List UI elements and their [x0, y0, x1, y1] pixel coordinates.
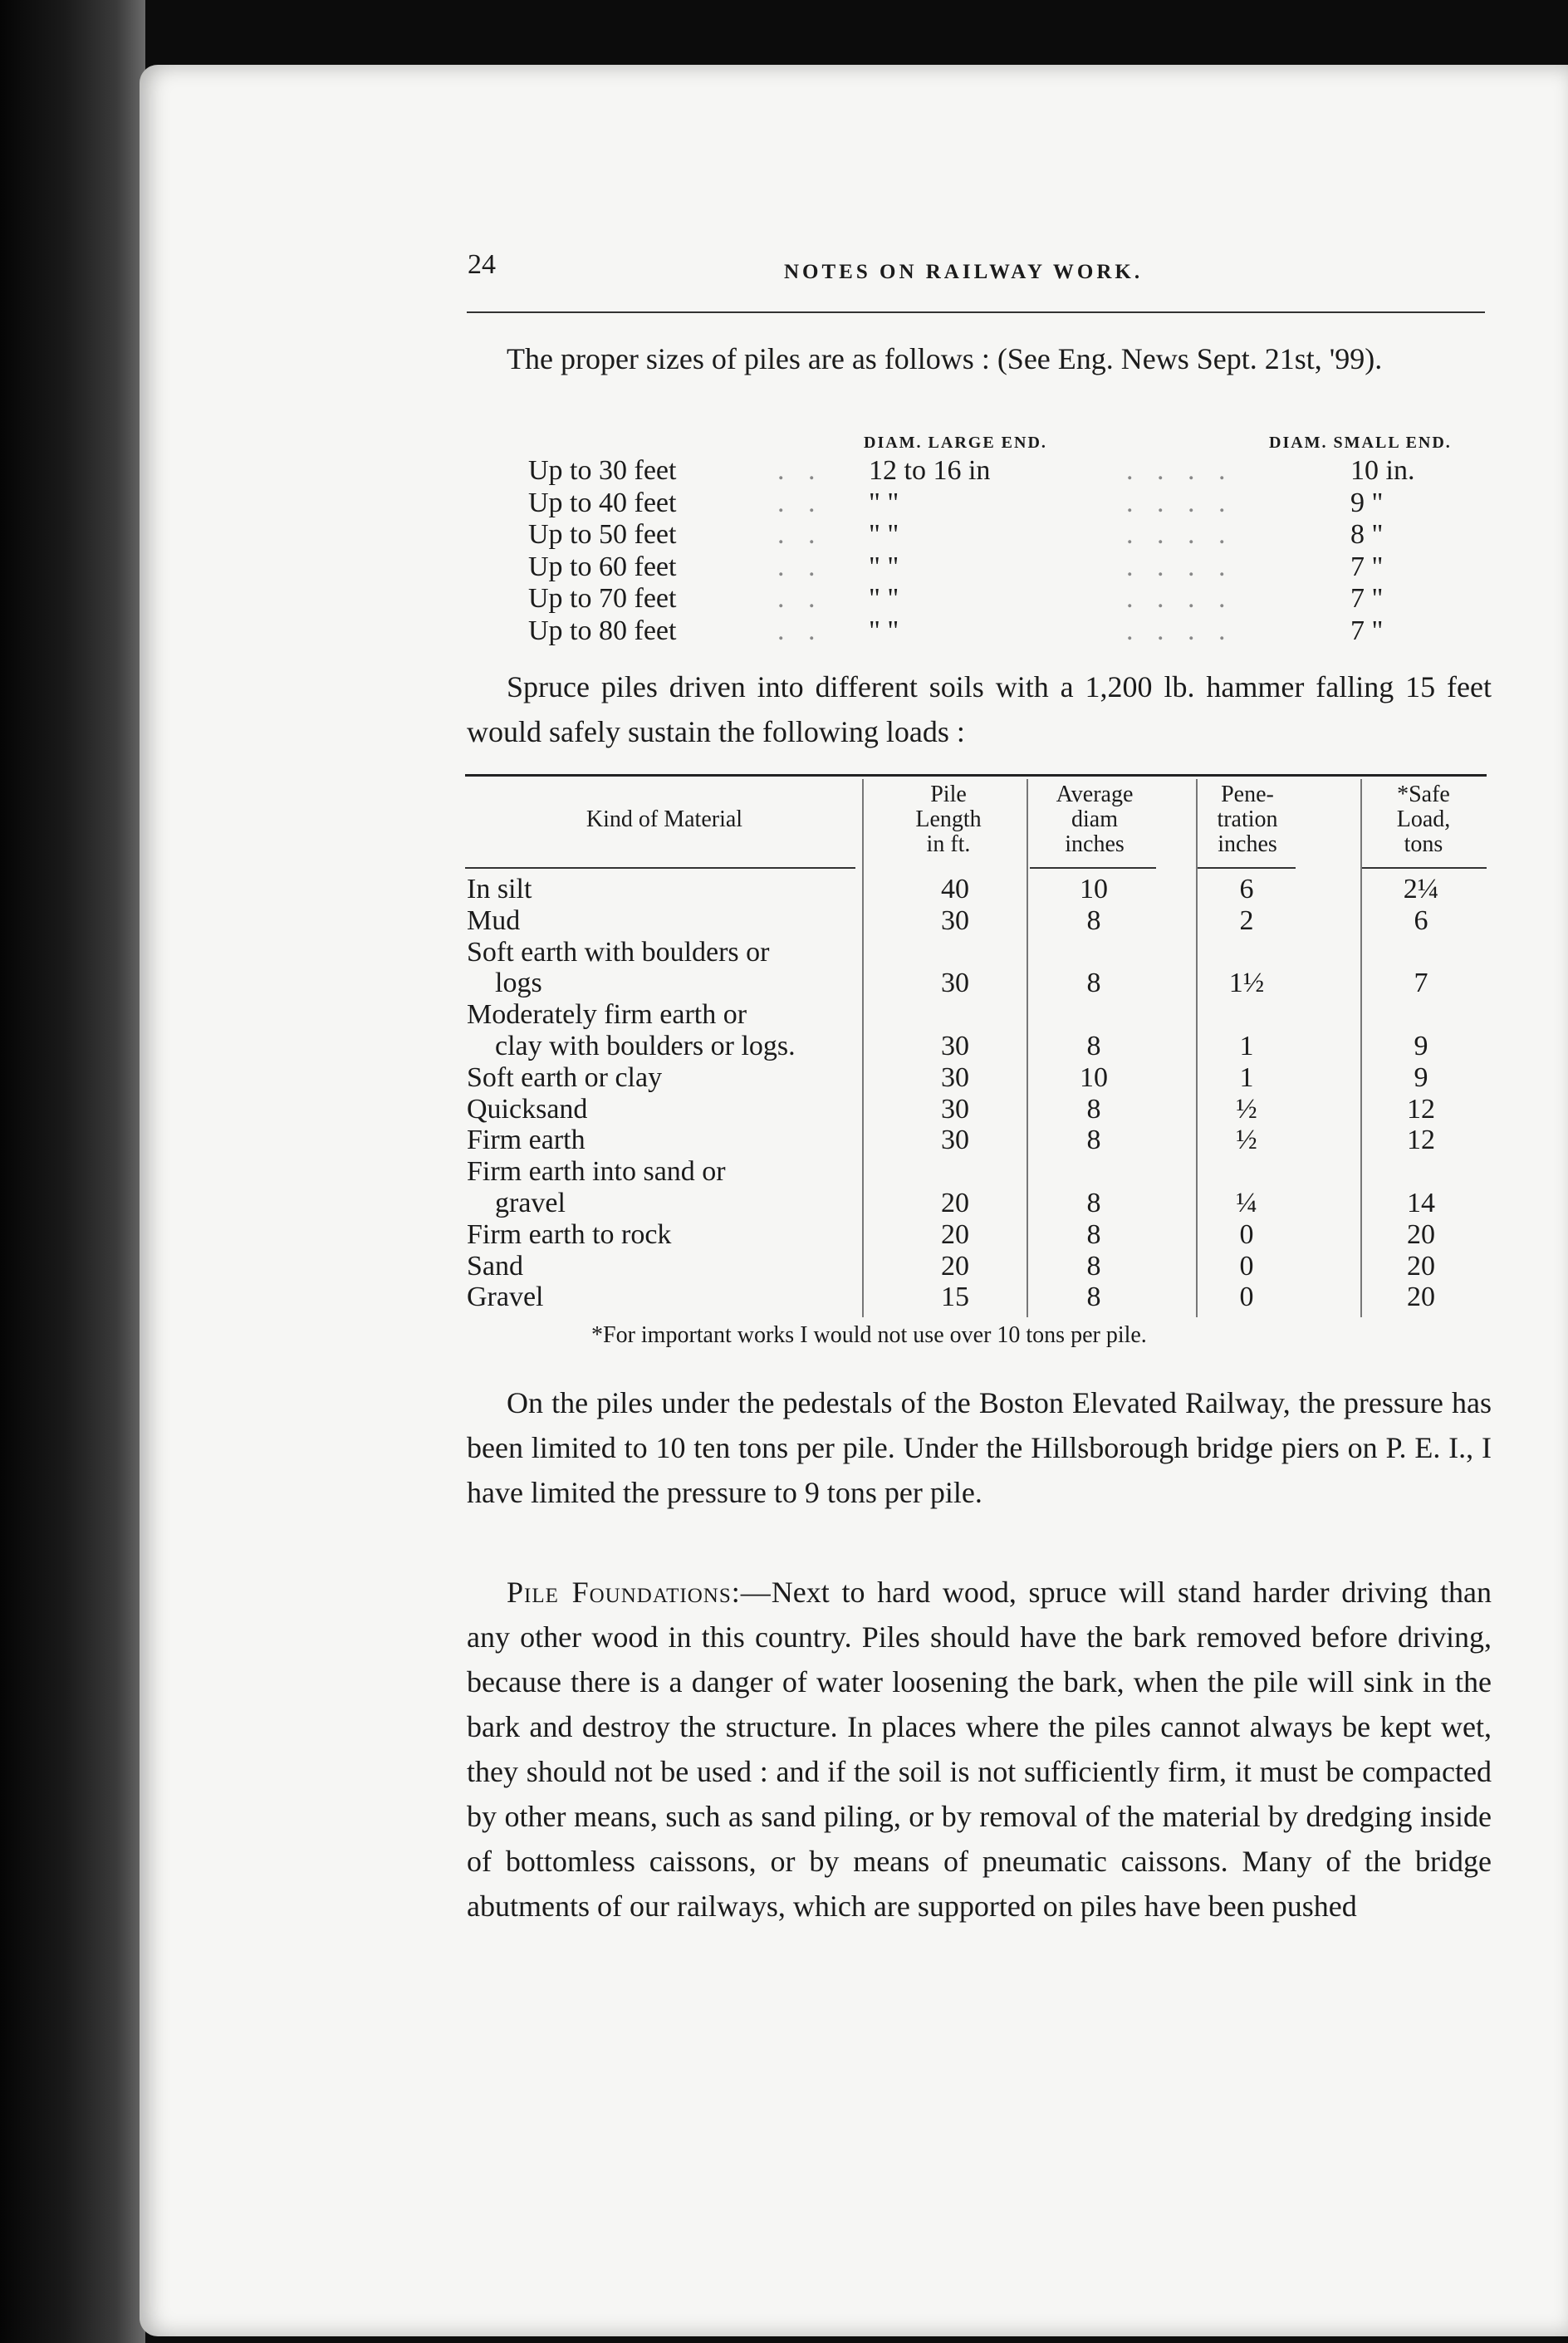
pile-length-cell: 20: [941, 1218, 969, 1250]
table-row: [465, 1251, 1487, 1282]
diameter-cell: 8: [1086, 968, 1101, 999]
leader-dots: . . . .: [1126, 519, 1234, 550]
safe-load-cell: 9: [1414, 1061, 1428, 1093]
table-top-rule: [465, 774, 1487, 777]
pile-length: Up to 30 feet: [528, 455, 677, 486]
sizes-row: [528, 615, 1492, 647]
pile-foundations-heading: Pile Foundations:—: [507, 1576, 772, 1609]
table-row: [465, 937, 1487, 968]
header-length: Pile Length in ft.: [915, 782, 982, 857]
header-diam: Average diam inches: [1056, 782, 1134, 857]
material-cell: Sand: [467, 1250, 523, 1282]
table-row: [465, 968, 1487, 999]
material-cell: Gravel: [467, 1282, 544, 1313]
table-row: [465, 1282, 1487, 1313]
pile-length-cell: 15: [941, 1282, 969, 1313]
material-cell: Quicksand: [467, 1093, 588, 1125]
table-row: [465, 905, 1487, 937]
boston-paragraph: [467, 1380, 1492, 1515]
diameter-cell: 8: [1086, 904, 1101, 936]
diam-small-end: 9 ": [1350, 487, 1384, 518]
pile-foundations-body: Next to hard wood, spruce will stand harder driving than any other wood in this country. Piles should have the bark removed before driving, because there is a danger of water loosening the bark, when the pile will sink in the bark and destroy the structure. In places where the piles cannot always be kept wet, they should not be used : and if the soil is not sufficiently firm, it must be compacted by other means, such as sand piling, or by removal of the material by dredging inside of bottomless caissons, or by means of pneumatic caissons. Many of the bridge abutments of our railways, which are supported on piles have been pushed: [467, 1576, 1492, 1923]
intro-paragraph: [467, 336, 1492, 381]
leader-dots: . . . .: [1126, 487, 1234, 518]
pile-length: Up to 40 feet: [528, 487, 677, 518]
safe-load-cell: 20: [1407, 1250, 1435, 1282]
material-cell: Mud: [467, 904, 521, 936]
penetration-cell: 0: [1239, 1250, 1254, 1282]
pile-length-cell: 30: [941, 1031, 969, 1061]
table-row: [465, 1031, 1487, 1062]
pile-length-cell: 30: [941, 904, 969, 936]
diam-small-end: 7 ": [1350, 583, 1384, 614]
penetration-cell: ¼: [1236, 1188, 1257, 1218]
diam-small-end: 7 ": [1350, 551, 1384, 582]
sizes-head-large: DIAM. LARGE END.: [864, 434, 1047, 452]
material-cell: logs: [467, 968, 542, 999]
penetration-cell: ½: [1236, 1125, 1257, 1156]
penetration-cell: 1½: [1228, 968, 1265, 999]
diameter-cell: 8: [1086, 1250, 1101, 1282]
diam-large-end: " ": [869, 519, 899, 550]
leader-dots: . . . .: [1126, 583, 1234, 614]
diameter-cell: 8: [1086, 1093, 1101, 1125]
material-cell: Firm earth into sand or: [467, 1156, 726, 1188]
pile-length-cell: 30: [941, 1125, 969, 1156]
sizes-head-small: DIAM. SMALL END.: [1269, 434, 1452, 452]
material-cell: In silt: [467, 874, 532, 904]
material-cell: gravel: [467, 1188, 566, 1218]
book-spine-shadow: [0, 0, 145, 2343]
table-row: [465, 1219, 1487, 1251]
pile-foundations-text: [467, 1570, 1492, 1929]
diam-large-end: " ": [869, 583, 899, 614]
table-row: [465, 1094, 1487, 1125]
safe-load-cell: 20: [1407, 1282, 1435, 1313]
table-row: [465, 1156, 1487, 1188]
penetration-cell: 2: [1239, 904, 1254, 936]
safe-load-cell: 12: [1407, 1125, 1435, 1156]
leader-dots: . .: [777, 551, 824, 582]
leader-dots: . . . .: [1126, 615, 1234, 646]
header-penetration: Pene- tration inches: [1217, 782, 1278, 857]
leader-dots: . .: [777, 583, 824, 614]
diam-large-end: " ": [869, 615, 899, 646]
diam-large-end: 12 to 16 in: [869, 455, 991, 486]
diameter-cell: 10: [1080, 1061, 1108, 1093]
spruce-text: Spruce piles driven into different soils with a 1,200 lb. hammer falling 15 feet would safely sustain the following loads :: [467, 670, 1492, 748]
sizes-row: [528, 583, 1492, 615]
safe-load-cell: 2¼: [1403, 874, 1439, 904]
diam-small-end: 7 ": [1350, 615, 1384, 646]
header-rule-kind: [465, 867, 855, 869]
leader-dots: . .: [777, 487, 824, 518]
pile-length: Up to 70 feet: [528, 583, 677, 614]
material-cell: Firm earth to rock: [467, 1218, 672, 1250]
spruce-paragraph: [467, 664, 1492, 754]
safe-load-cell: 6: [1414, 904, 1428, 936]
pile-length-cell: 40: [941, 874, 969, 904]
penetration-cell: ½: [1236, 1093, 1257, 1125]
diam-small-end: 10 in.: [1350, 455, 1415, 486]
diameter-cell: 8: [1086, 1218, 1101, 1250]
pile-foundations-paragraph: [467, 1570, 1492, 1929]
header-safe-load: *Safe Load, tons: [1396, 782, 1451, 857]
safe-load-cell: 20: [1407, 1218, 1435, 1250]
table-row: [465, 1062, 1487, 1094]
table-row: [465, 999, 1487, 1031]
running-title: NOTES ON RAILWAY WORK.: [784, 261, 1144, 283]
sizes-row: [528, 488, 1492, 519]
diameter-cell: 8: [1086, 1282, 1101, 1313]
safe-load-cell: 12: [1407, 1093, 1435, 1125]
pile-length-cell: 30: [941, 968, 969, 999]
sizes-row: [528, 519, 1492, 551]
diameter-cell: 10: [1080, 874, 1108, 904]
table-footnote: *For important works I would not use over 10 tons per pile.: [591, 1322, 1147, 1348]
safe-load-cell: 9: [1414, 1031, 1428, 1061]
pile-length: Up to 50 feet: [528, 519, 677, 550]
pile-length: Up to 60 feet: [528, 551, 677, 582]
header-rule-safe: [1362, 867, 1487, 869]
pile-length-cell: 30: [941, 1061, 969, 1093]
leader-dots: . .: [777, 455, 824, 486]
penetration-cell: 6: [1239, 874, 1254, 904]
material-cell: Soft earth or clay: [467, 1061, 663, 1093]
penetration-cell: 1: [1239, 1031, 1254, 1061]
diameter-cell: 8: [1086, 1188, 1101, 1218]
safe-load-cell: 14: [1407, 1188, 1435, 1218]
penetration-cell: 0: [1239, 1218, 1254, 1250]
boston-text: On the piles under the pedestals of the Boston Elevated Railway, the pressure has been limited to 10 ten tons per pile. Under the Hillsborough bridge piers on P. E. I., I have limited the pressure to 9 tons per pile.: [467, 1386, 1492, 1509]
pile-length-cell: 30: [941, 1093, 969, 1125]
sizes-row: [528, 455, 1492, 487]
header-rule-pen: [1198, 867, 1296, 869]
diam-large-end: " ": [869, 487, 899, 518]
material-cell: clay with boulders or logs.: [467, 1031, 796, 1061]
pile-length: Up to 80 feet: [528, 615, 677, 646]
diam-small-end: 8 ": [1350, 519, 1384, 550]
material-cell: Firm earth: [467, 1125, 586, 1156]
penetration-cell: 0: [1239, 1282, 1254, 1313]
material-cell: Moderately firm earth or: [467, 999, 747, 1031]
page-number: 24: [468, 249, 496, 280]
pile-length-cell: 20: [941, 1250, 969, 1282]
header-rule: [467, 311, 1485, 313]
material-cell: Soft earth with boulders or: [467, 936, 770, 968]
table-row: [465, 874, 1487, 905]
leader-dots: . .: [777, 615, 824, 646]
diam-large-end: " ": [869, 551, 899, 582]
diameter-cell: 8: [1086, 1031, 1101, 1061]
pile-length-cell: 20: [941, 1188, 969, 1218]
leader-dots: . . . .: [1126, 551, 1234, 582]
safe-load-cell: 7: [1414, 968, 1428, 999]
table-row: [465, 1188, 1487, 1219]
intro-text: The proper sizes of piles are as follows : (See Eng. News Sept. 21st, '99).: [507, 342, 1383, 375]
header-rule-diam: [1030, 867, 1156, 869]
leader-dots: . .: [777, 519, 824, 550]
table-row: [465, 1125, 1487, 1156]
diameter-cell: 8: [1086, 1125, 1101, 1156]
penetration-cell: 1: [1239, 1061, 1254, 1093]
header-kind: Kind of Material: [586, 806, 743, 832]
sizes-row: [528, 551, 1492, 583]
leader-dots: . . . .: [1126, 455, 1234, 486]
